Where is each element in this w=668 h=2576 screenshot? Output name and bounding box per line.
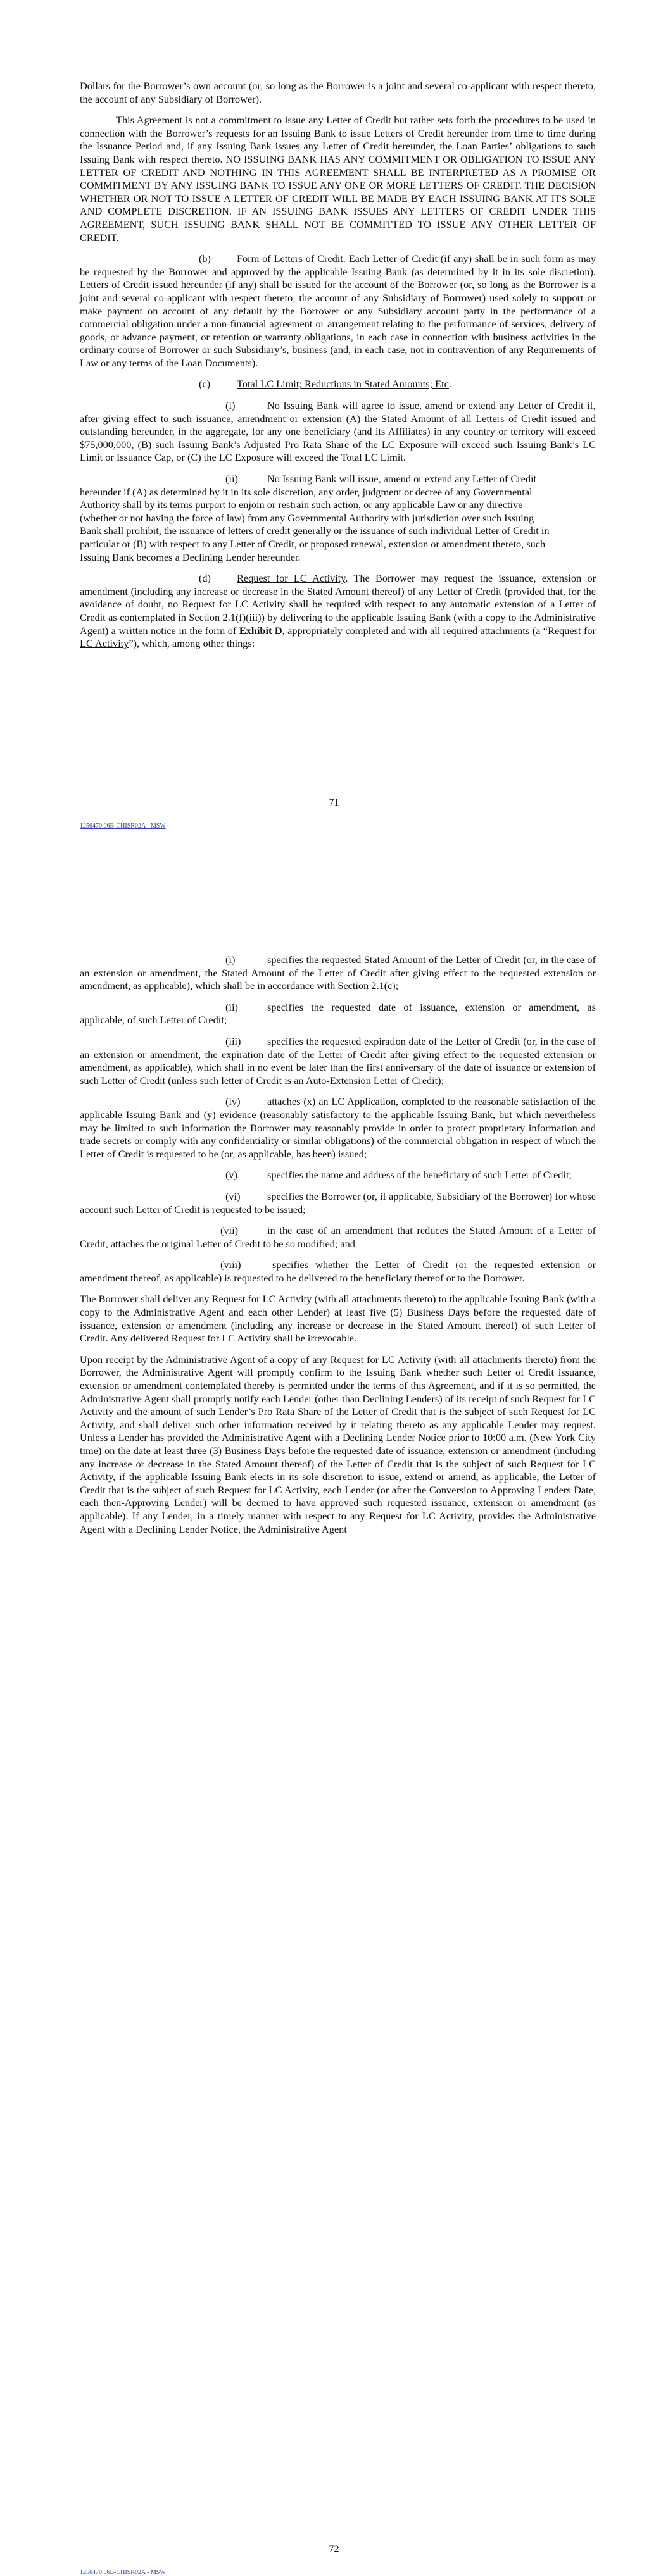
- paragraph-upon-receipt: Upon receipt by the Administrative Agent of a copy of any Request for LC Activity (with all attachments thereto) from the Borrower, the Administrative Agent will promptly confirm to the Issuing Bank whether such Letter of Credit issuance, extension or amendment contemplated thereby is permitted under the terms of this Agreement, and if it is so permitted, the Administrative Agent shall promptly notify each Lender (other than Declining Lenders) of its receipt of such Request for LC Activity and the amount of such Lender’s Pro Rata Share of the Letter of Credit that is the subject of such Request for LC Activity, and shall deliver such other information received by it relating thereto as any applicable Lender may request. Unless a Lender has provided the Administrative Agent with a Declining Lender Notice prior to 10:00 a.m. (New York City time) on the date at least three (3) Business Days before the requested date of issuance, extension or amendment (including any increase or decrease in the Stated Amount thereof) of the Letter of Credit that is the subject of such Request for LC Activity, if the applicable Issuing Bank elects in its sole discretion to issue, extend or amend, as applicable, the Letter of Credit that is the subject of such Request for LC Activity, each Lender (or after the Conversion to Approving Lenders Date, each then-Approving Lender) will be deemed to have approved such requested issuance, extension or amendment (as applicable). If any Lender, in a timely manner with respect to any Request for LC Activity, provides the Administrative Agent with a Declining Lender Notice, the Administrative Agent: [80, 1353, 596, 1535]
- section-b-text: . Each Letter of Credit (if any) shall be in such form as may be requested by the Borrower and approved by the applicable Issuing Bank (as determined by it in its sole discretion). Letters of Credit issued hereunder (if any) shall be issued for the account of the Borrower (or, so long as the Borrower is a joint and several co-applicant with respect thereto, the account of any Subsidiary of Borrower) used solely to support or make payment on account of any default by the Borrower or any Subsidiary account party in the performance of a commercial obligation under a non-financial agreement or arrangement relating to the performance of services, delivery of goods, or advance payment, or retention or warranty obligations, in each case in connection with business activities in the ordinary course of Borrower or such Subsidiary’s, business (and, in each case, not in contravention of any Requirements of Law or any terms of the Loan Documents).: [80, 252, 596, 369]
- request-item-vi: [80, 1190, 596, 1216]
- page-number: 72: [329, 2544, 339, 2554]
- request-item-text: specifies the requested Stated Amount of the Letter of Credit (or, in the case of an extension or amendment, the Stated Amount of the Letter of Credit after giving effect to the requested extension or amendment, as applicable), which shall be in accordance with: [80, 954, 596, 992]
- section-b-form-of-letters: [80, 252, 596, 370]
- request-item-marker: (viii): [220, 1259, 241, 1271]
- section-c-marker: (c): [199, 378, 211, 390]
- page-71-body: [80, 80, 596, 650]
- request-item-marker: (vi): [225, 1190, 241, 1202]
- section-c-i: [80, 399, 596, 464]
- section-d-heading: Request for LC Activity: [237, 572, 346, 585]
- section-c-i-marker: (i): [225, 399, 236, 412]
- section-b-heading: Form of Letters of Credit: [237, 252, 343, 265]
- request-item-text: specifies the requested date of issuance, extension or amendment, as applicable, of such Letter of Credit;: [80, 1000, 596, 1026]
- document-footer-id[interactable]: 1256470.06B-CHISR02A - MSW: [80, 823, 166, 830]
- section-c-ii: [80, 473, 555, 564]
- paragraph-no-commitment: This Agreement is not a commitment to issue any Letter of Credit but rather sets forth the procedures to be used in connection with the Borrower’s requests for an Issuing Bank to issue Letters of Credit hereunder from time to time during the Issuance Period and, if any Issuing Bank issues any Letter of Credit hereunder, the Loan Parties’ obligations to such Issuing Bank with respect thereto. NO ISSUING BANK HAS ANY COMMITMENT OR OBLIGATION TO ISSUE ANY LETTER OF CREDIT AND NOTHING IN THIS AGREEMENT SHALL BE INTERPRETED AS A PROMISE OR COMMITMENT BY ANY ISSUING BANK TO ISSUE ANY ONE OR MORE LETTERS OF CREDIT. THE DECISION WHETHER OR NOT TO ISSUE A LETTER OF CREDIT WILL BE MADE BY EACH ISSUING BANK AT ITS SOLE AND COMPLETE DISCRETION. IF AN ISSUING BANK ISSUES ANY LETTERS OF CREDIT UNDER THIS AGREEMENT, SUCH ISSUING BANK SHALL NOT BE COMMITTED TO ISSUE ANY OTHER LETTER OF CREDIT.: [80, 114, 596, 244]
- request-item-marker: (iv): [225, 1095, 241, 1108]
- request-item-vii: [80, 1224, 596, 1250]
- request-item-marker: (ii): [225, 1000, 238, 1013]
- document-page-72: [0, 864, 668, 2576]
- request-item-text-tail: ;: [395, 980, 399, 992]
- request-item-text: specifies the Borrower (or, if applicable, Subsidiary of the Borrower) for whose account such Letter of Credit is requested to be issued;: [80, 1190, 596, 1216]
- paragraph-deliver-request: The Borrower shall deliver any Request for LC Activity (with all attachments thereto) to the applicable Issuing Bank (with a copy to the Administrative Agent and each other Lender) at least five (5) Business Days before the requested date of issuance, extension or amendment (including any increase or decrease in the Stated Amount thereof) of such Letter of Credit. Any delivered Request for LC Activity shall be irrevocable.: [80, 1293, 596, 1345]
- request-item-text: in the case of an amendment that reduces the Stated Amount of a Letter of Credit, attaches the original Letter of Credit to be so modified; and: [80, 1224, 596, 1250]
- request-item-text: attaches (x) an LC Application, completed to the reasonable satisfaction of the applicable Issuing Bank and (y) evidence (reasonably satisfactory to the applicable Issuing Bank, but which nevertheless may be limited to such information the Borrower may reasonably provide in order to protect proprietary information and trade secrets or comply with any confidentiality or similar obligations) of the commercial obligation in respect of which the Letter of Credit is requested to be (or, as applicable, has been) issued;: [80, 1095, 596, 1160]
- request-for-lc-activity-defined-term: Request for LC Activity: [80, 624, 596, 650]
- page-72-body: [80, 954, 596, 1536]
- section-d-request-for-lc-activity: [80, 572, 596, 650]
- exhibit-d-reference: Exhibit D: [239, 624, 282, 637]
- request-item-text: specifies the name and address of the beneficiary of such Letter of Credit;: [267, 1169, 572, 1181]
- paragraph-continuation: Dollars for the Borrower’s own account (or, so long as the Borrower is a joint and several co-applicant with respect thereto, the account of any Subsidiary of Borrower).: [80, 80, 596, 105]
- request-item-text: specifies whether the Letter of Credit (or the requested extension or amendment thereof, as applicable) is requested to be delivered to the beneficiary thereof or to the Borrower.: [80, 1259, 596, 1284]
- section-c-tail: .: [448, 378, 451, 390]
- section-c-heading: Total LC Limit; Reductions in Stated Amounts; Etc: [237, 378, 449, 390]
- request-item-marker: (i): [225, 954, 236, 966]
- document-footer-id[interactable]: 1256470.06B-CHISR02A - MSW: [80, 2569, 166, 2576]
- request-item-v: [80, 1169, 596, 1182]
- request-item-marker: (v): [225, 1169, 237, 1181]
- request-item-iii: [80, 1035, 596, 1087]
- section-d-marker: (d): [199, 572, 211, 585]
- request-item-ii: [80, 1001, 596, 1027]
- request-item-viii: [80, 1259, 596, 1285]
- request-item-iv: [80, 1095, 596, 1160]
- request-item-text: specifies the requested expiration date of the Letter of Credit (or, in the case of an extension or amendment, the expiration date of the Letter of Credit after giving effect to the requested extension or amendment, as applicable), which shall in no event be later than the first anniversary of the date of issuance or extension of such Letter of Credit (unless such letter of Credit is an Auto-Extension Letter of Credit);: [80, 1035, 596, 1086]
- section-c-ii-text: No Issuing Bank will issue, amend or extend any Letter of Credit hereunder if (A) as determined by it in its sole discretion, any order, judgment or decree of any Governmental Authority shall by its terms purport to enjoin or restrain such action, or any applicable Law or any directive (whether or not having the force of law) from any Governmental Authority with jurisdiction over such Issuing Bank shall prohibit, the issuance of letters of credit generally or the issuance of such individual Letter of Credit in particular or (B) with respect to any Letter of Credit, or proposed renewal, extension or amendment thereto, such Issuing Bank becomes a Declining Lender hereunder.: [80, 473, 550, 563]
- request-item-marker: (vii): [220, 1224, 239, 1237]
- section-d-text-1: . The Borrower may request the issuance, extension or amendment (including any increase or decrease in the Stated Amount thereof) of any Letter of Credit (provided that, for the avoidance of doubt, no Request for LC Activity shall be required with respect to any automatic extension of a Letter of Credit as contemplated in Section 2.1(f)(iii)) by delivering to the applicable Issuing Bank (with a copy to the Administrative Agent) a written notice in the form of: [80, 572, 596, 637]
- section-d-text-2: , appropriately completed and with all required attachments (a “: [282, 624, 548, 637]
- request-item-i: [80, 954, 596, 993]
- document-page-71: [0, 0, 668, 864]
- section-b-marker: (b): [199, 252, 211, 265]
- section-d-text-3: ”), which, among other things:: [129, 637, 255, 650]
- section-c-i-text: No Issuing Bank will agree to issue, amend or extend any Letter of Credit if, after giving effect to such issuance, amendment or extension (A) the Stated Amount of all Letters of Credit issued and outstanding hereunder, in the aggregate, for any one beneficiary (and its Affiliates) in any country or territory will exceed $75,000,000, (B) such Issuing Bank’s Adjusted Pro Rata Share of the LC Exposure will exceed such Issuing Bank’s LC Limit or Issuance Cap, or (C) the LC Exposure will exceed the Total LC Limit.: [80, 399, 596, 464]
- section-2-1-c-reference: Section 2.1(c): [337, 980, 396, 992]
- section-c-ii-marker: (ii): [225, 473, 238, 485]
- request-item-marker: (iii): [225, 1035, 241, 1047]
- section-c-heading-line: [80, 378, 596, 391]
- page-number: 71: [329, 797, 339, 808]
